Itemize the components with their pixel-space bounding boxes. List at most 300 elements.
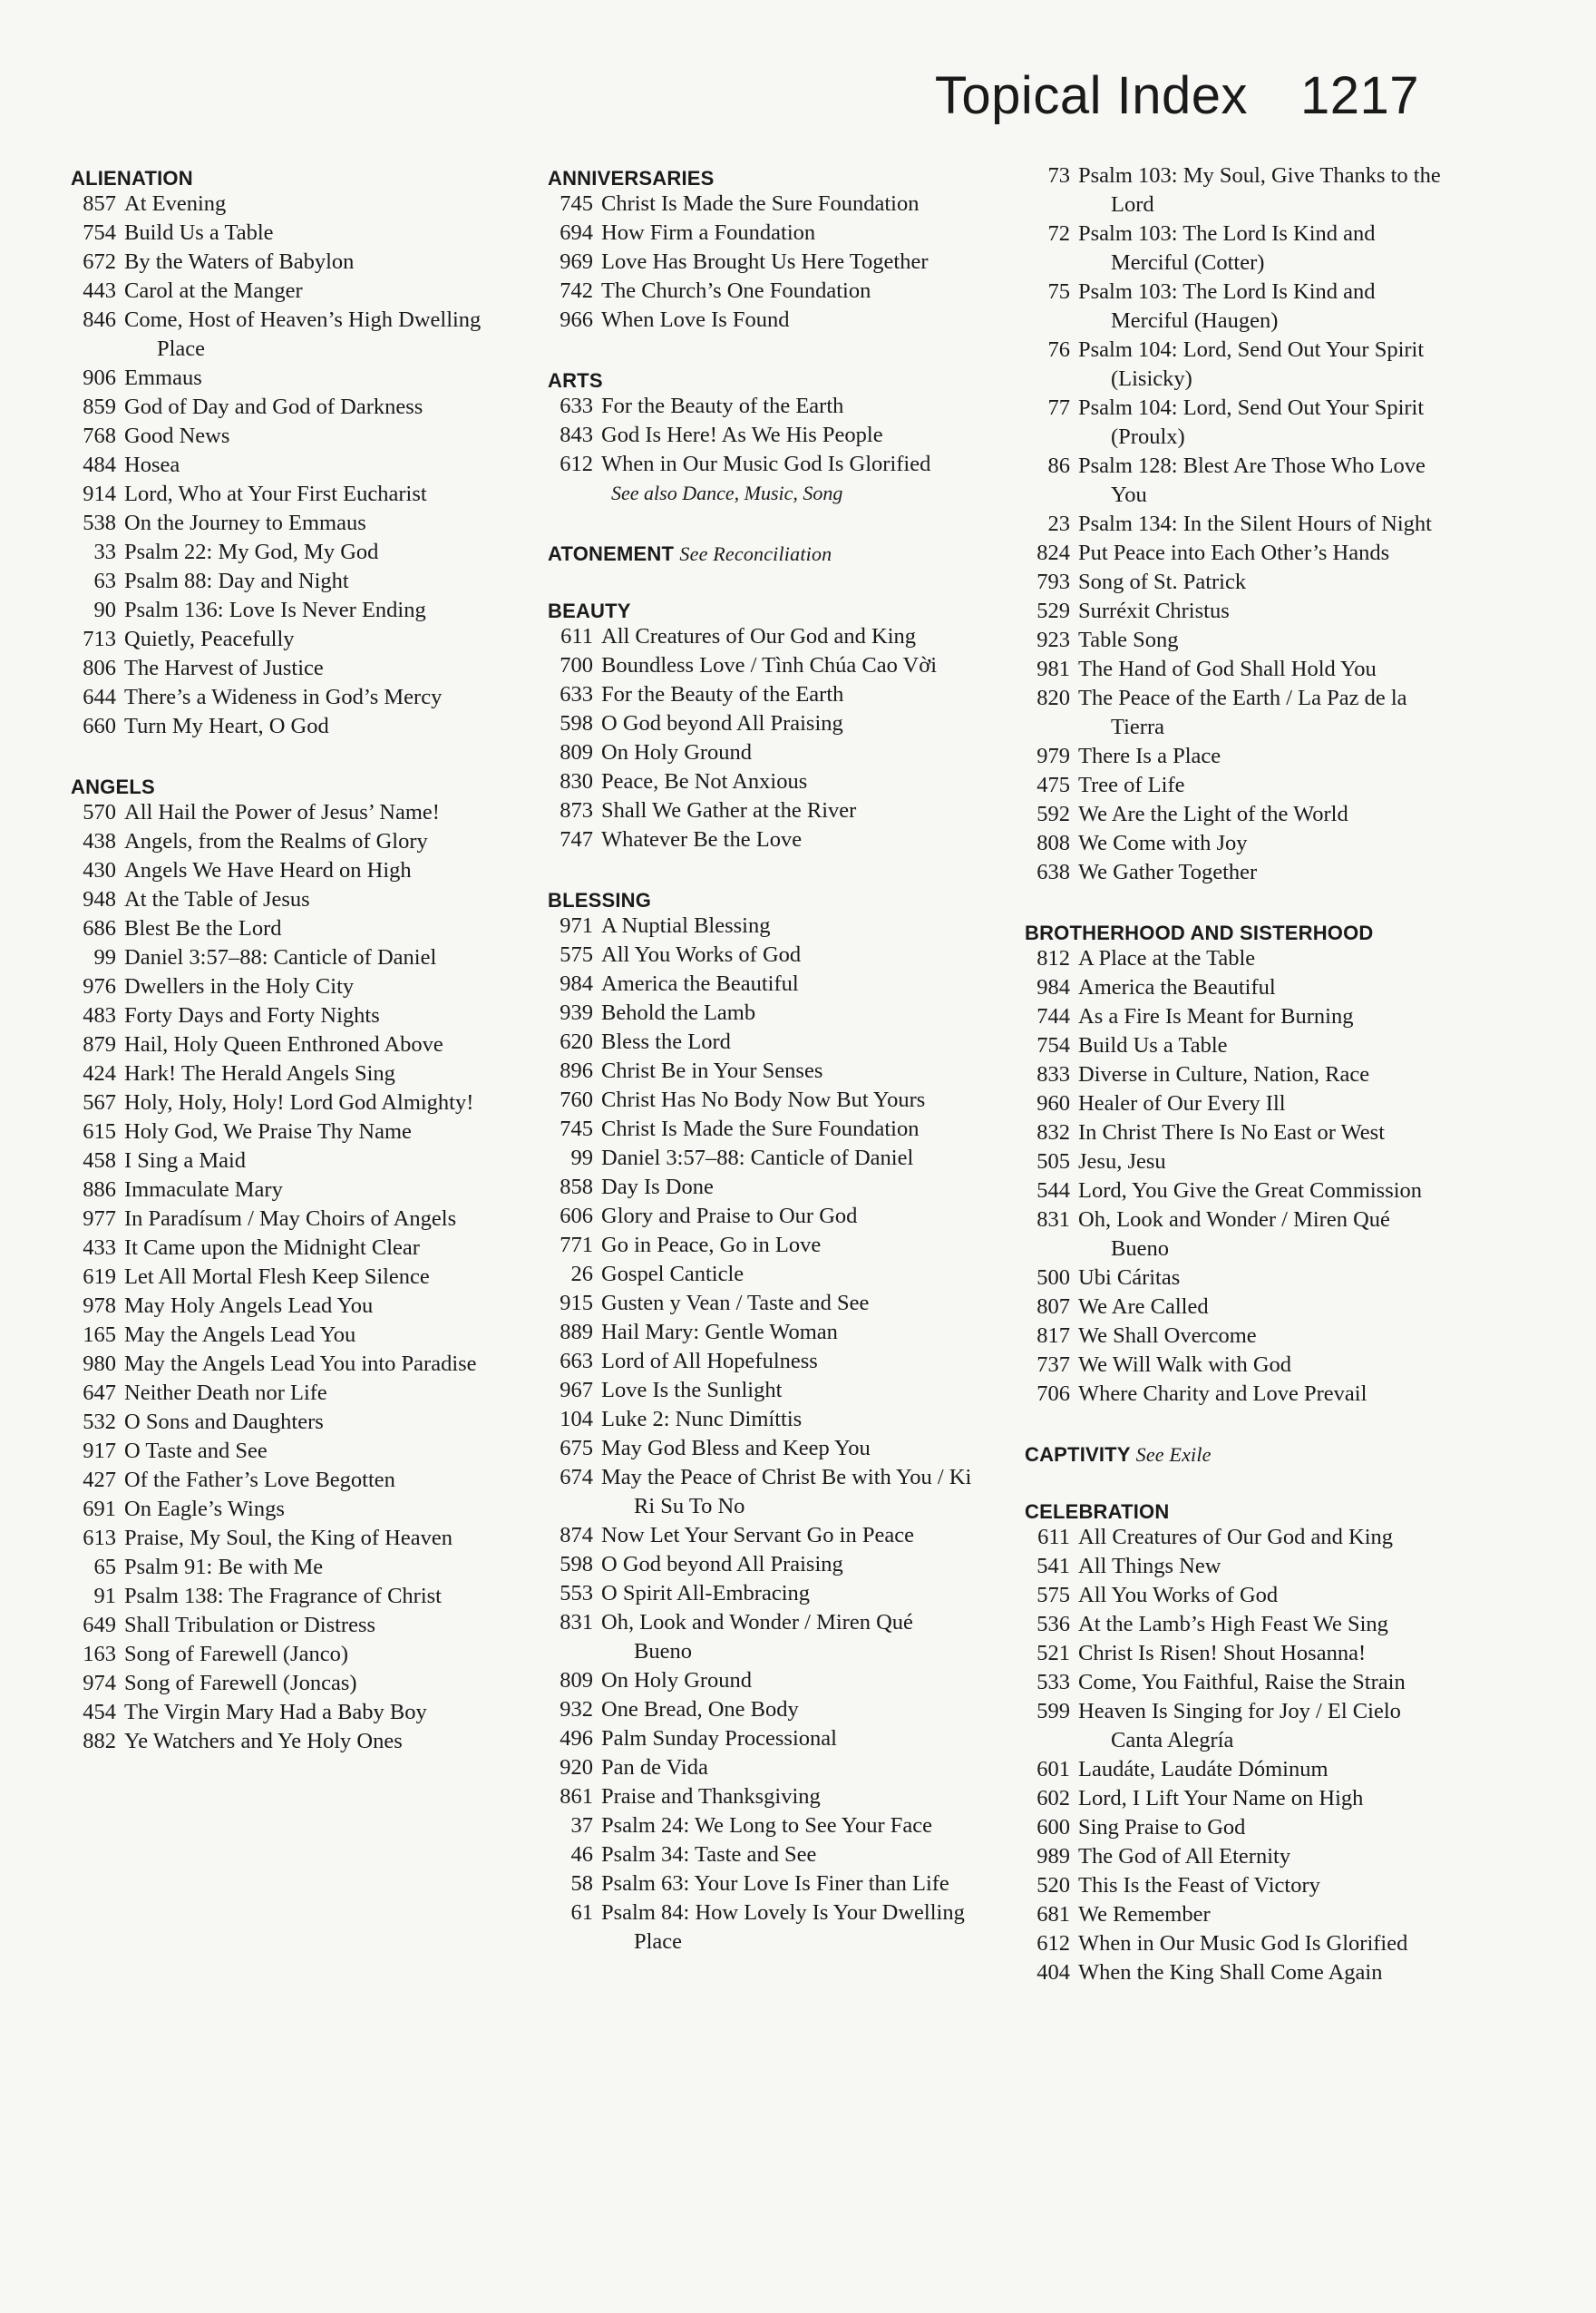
section-heading — [1025, 1438, 1442, 1466]
hymn-title: Whatever Be the Love — [601, 827, 803, 852]
hymn-title: Love Has Brought Us Here Together — [601, 249, 929, 274]
hymn-number: 484 — [83, 453, 116, 477]
hymn-number: 163 — [83, 1642, 116, 1666]
hymn-title: Dwellers in the Holy City — [124, 974, 355, 999]
hymn-number: 73 — [1047, 163, 1070, 188]
hymn-title: A Nuptial Blessing — [601, 913, 771, 938]
index-entry — [548, 1550, 972, 1579]
hymn-number: 966 — [560, 307, 593, 332]
page-header — [935, 65, 1419, 126]
index-entry — [1025, 1755, 1442, 1784]
index-entry — [71, 856, 490, 885]
hymn-title: Good News — [124, 424, 230, 448]
hymn-title: Lord, I Lift Your Name on High — [1078, 1786, 1364, 1810]
hymn-title: For the Beauty of the Earth — [601, 394, 844, 418]
index-entry — [71, 972, 490, 1001]
hymn-number: 575 — [560, 942, 593, 967]
index-entry — [1025, 1089, 1442, 1118]
index-entry — [548, 1202, 972, 1231]
hymn-title: May the Angels Lead You into Paradise — [124, 1352, 477, 1376]
hymn-number: 553 — [560, 1581, 593, 1605]
hymn-number: 76 — [1047, 337, 1070, 362]
hymn-number: 529 — [1036, 599, 1070, 623]
index-entry — [1025, 1293, 1442, 1322]
page-title: Topical Index — [934, 66, 1248, 125]
section-heading-text: ANGELS — [71, 776, 155, 798]
index-entry — [71, 364, 490, 393]
hymn-title: Praise and Thanksgiving — [601, 1784, 821, 1809]
hymn-title: Turn My Heart, O God — [124, 714, 329, 738]
index-column-3 — [1025, 161, 1442, 2016]
hymn-number: 37 — [570, 1813, 593, 1838]
hymn-title: How Firm a Foundation — [601, 220, 816, 245]
hymn-title: There Is a Place — [1078, 744, 1221, 768]
section-heading — [548, 364, 972, 392]
index-entry — [71, 1379, 490, 1408]
section-heading-text: CAPTIVITY — [1025, 1443, 1131, 1466]
index-entry — [548, 1260, 972, 1289]
index-entry — [71, 1408, 490, 1437]
hymn-title: We Gather Together — [1078, 860, 1258, 884]
hymn-title: We Shall Overcome — [1078, 1323, 1257, 1348]
hymn-number: 984 — [560, 971, 593, 996]
hymn-number: 977 — [83, 1206, 116, 1231]
section-heading-text: BEAUTY — [548, 600, 631, 622]
index-entry — [71, 596, 490, 625]
hymn-number: 967 — [560, 1378, 593, 1402]
hymn-title: Christ Be in Your Senses — [601, 1059, 823, 1083]
index-entry — [71, 885, 490, 914]
hymn-number: 681 — [1036, 1902, 1070, 1927]
see-also-note: See also Dance, Music, Song — [611, 482, 843, 504]
hymn-number: 874 — [560, 1523, 593, 1547]
hymn-number: 61 — [570, 1900, 593, 1925]
hymn-title: Psalm 24: We Long to See Your Face — [601, 1813, 933, 1838]
index-entry — [548, 970, 972, 999]
index-entry — [548, 1695, 972, 1724]
hymn-title: The Hand of God Shall Hold You — [1078, 657, 1377, 681]
hymn-number: 99 — [570, 1146, 593, 1170]
hymn-number: 675 — [560, 1436, 593, 1460]
hymn-title: When the King Shall Come Again — [1078, 1960, 1383, 1985]
hymn-number: 978 — [83, 1293, 116, 1318]
hymn-title: Boundless Love / Tình Chúa Cao Vời — [601, 653, 938, 678]
index-entry — [548, 306, 972, 335]
hymn-title: Go in Peace, Go in Love — [601, 1233, 822, 1257]
hymn-number: 974 — [83, 1671, 116, 1695]
section-heading — [71, 161, 490, 190]
index-entry — [71, 1466, 490, 1495]
index-entry — [548, 1144, 972, 1173]
hymn-title: This Is the Feast of Victory — [1078, 1873, 1320, 1898]
hymn-title: Oh, Look and Wonder / Miren Qué Bueno — [601, 1610, 913, 1664]
hymn-number: 820 — [1036, 686, 1070, 710]
hymn-number: 920 — [560, 1755, 593, 1780]
index-entry — [1025, 1784, 1442, 1813]
hymn-number: 861 — [560, 1784, 593, 1809]
index-entry — [548, 1405, 972, 1434]
hymn-title: Glory and Praise to Our God — [601, 1204, 858, 1228]
hymn-number: 976 — [83, 974, 116, 999]
index-entry — [548, 219, 972, 248]
hymn-title: Psalm 103: The Lord Is Kind and Merciful (Cotter) — [1078, 221, 1376, 275]
index-entry — [1025, 1523, 1442, 1552]
index-entry — [71, 306, 490, 364]
hymn-title: Come, You Faithful, Raise the Strain — [1078, 1670, 1406, 1694]
hymn-title: On Holy Ground — [601, 740, 753, 765]
hymn-title: Psalm 63: Your Love Is Finer than Life — [601, 1871, 949, 1896]
hymn-title: When in Our Music God Is Glorified — [601, 452, 931, 476]
hymn-number: 615 — [83, 1119, 116, 1144]
index-entry — [71, 422, 490, 451]
hymn-title: When Love Is Found — [601, 307, 790, 332]
hymn-number: 644 — [83, 685, 116, 709]
index-entry — [1025, 568, 1442, 597]
hymn-number: 77 — [1047, 395, 1070, 420]
hymn-number: 567 — [83, 1090, 116, 1115]
hymn-title: Psalm 138: The Fragrance of Christ — [124, 1584, 442, 1608]
index-entry — [548, 622, 972, 651]
index-entry — [71, 509, 490, 538]
hymn-title: Diverse in Culture, Nation, Race — [1078, 1062, 1370, 1087]
hymn-title: At the Lamb’s High Feast We Sing — [1078, 1612, 1388, 1636]
index-entry — [1025, 1380, 1442, 1409]
hymn-number: 858 — [560, 1175, 593, 1199]
hymn-number: 575 — [1036, 1583, 1070, 1607]
index-entry — [71, 1640, 490, 1669]
hymn-title: Jesu, Jesu — [1078, 1149, 1166, 1174]
index-entry — [71, 1669, 490, 1698]
index-entry — [548, 248, 972, 277]
hymn-title: Put Peace into Each Other’s Hands — [1078, 541, 1390, 565]
index-entry — [71, 393, 490, 422]
index-entry — [548, 1231, 972, 1260]
index-entry — [71, 1611, 490, 1640]
hymn-number: 570 — [83, 800, 116, 825]
hymn-title: Holy, Holy, Holy! Lord God Almighty! — [124, 1090, 474, 1115]
index-entry — [548, 392, 972, 421]
hymn-title: On the Journey to Emmaus — [124, 511, 366, 535]
hymn-number: 72 — [1047, 221, 1070, 246]
page-number: 1217 — [1299, 66, 1419, 125]
index-entry — [71, 1059, 490, 1088]
hymn-number: 812 — [1036, 946, 1070, 971]
hymn-number: 754 — [1036, 1033, 1070, 1058]
index-section-brotherhood-and-sisterhood — [1025, 916, 1442, 1409]
hymn-title: On Holy Ground — [601, 1668, 753, 1693]
hymn-number: 960 — [1036, 1091, 1070, 1116]
hymn-number: 165 — [83, 1322, 116, 1347]
hymn-title: We Are the Light of the World — [1078, 802, 1348, 826]
hymn-title: Ye Watchers and Ye Holy Ones — [124, 1729, 403, 1753]
index-entry — [1025, 1842, 1442, 1871]
index-entry — [548, 999, 972, 1028]
hymn-number: 541 — [1036, 1554, 1070, 1578]
hymn-number: 807 — [1036, 1294, 1070, 1319]
index-entry — [1025, 1639, 1442, 1668]
index-entry — [548, 1666, 972, 1695]
hymn-number: 737 — [1036, 1352, 1070, 1377]
index-entry — [71, 480, 490, 509]
hymn-number: 533 — [1036, 1670, 1070, 1694]
index-entry — [1025, 771, 1442, 800]
hymn-title: Psalm 128: Blest Are Those Who Love You — [1078, 454, 1426, 507]
index-section-beauty — [548, 594, 972, 854]
hymn-title: In Christ There Is No East or West — [1078, 1120, 1386, 1145]
index-section-atonement — [548, 537, 972, 565]
hymn-number: 809 — [560, 1668, 593, 1693]
hymn-number: 63 — [93, 569, 116, 593]
hymn-number: 923 — [1036, 628, 1070, 652]
section-heading — [1025, 916, 1442, 944]
hymn-number: 808 — [1036, 831, 1070, 855]
hymn-title: Oh, Look and Wonder / Miren Qué Bueno — [1078, 1207, 1390, 1261]
hymn-number: 23 — [1047, 512, 1070, 536]
index-entry — [71, 1524, 490, 1553]
hymn-title: The Church’s One Foundation — [601, 278, 871, 303]
index-entry — [71, 654, 490, 683]
hymn-title: All You Works of God — [601, 942, 802, 967]
index-entry — [548, 912, 972, 941]
hymn-title: By the Waters of Babylon — [124, 249, 355, 274]
hymn-number: 830 — [560, 769, 593, 794]
hymn-title: There’s a Wideness in God’s Mercy — [124, 685, 443, 709]
index-entry — [548, 651, 972, 680]
hymn-number: 981 — [1036, 657, 1070, 681]
index-entry — [548, 450, 972, 479]
index-entry — [548, 709, 972, 738]
hymn-title: Gospel Canticle — [601, 1262, 744, 1286]
index-entry — [1025, 1031, 1442, 1060]
hymn-number: 879 — [83, 1032, 116, 1057]
hymn-number: 672 — [83, 249, 116, 274]
hymn-number: 538 — [83, 511, 116, 535]
hymn-number: 612 — [560, 452, 593, 476]
index-entry — [548, 767, 972, 796]
hymn-title: Song of Farewell (Janco) — [124, 1642, 348, 1666]
hymn-title: All You Works of God — [1078, 1583, 1279, 1607]
hymn-number: 99 — [93, 945, 116, 970]
hymn-title: O God beyond All Praising — [601, 711, 843, 736]
section-heading-text: CELEBRATION — [1025, 1500, 1170, 1523]
index-column-1 — [71, 161, 490, 1785]
index-entry — [548, 1318, 972, 1347]
index-entry — [71, 798, 490, 827]
index-entry — [548, 1869, 972, 1898]
hymn-title: The Virgin Mary Had a Baby Boy — [124, 1700, 427, 1724]
index-section-anniversaries — [548, 161, 972, 335]
hymn-title: Christ Is Risen! Shout Hosanna! — [1078, 1641, 1367, 1665]
hymn-number: 598 — [560, 1552, 593, 1576]
hymn-title: Psalm 91: Be with Me — [124, 1555, 324, 1579]
index-entry — [1025, 973, 1442, 1002]
hymn-title: A Place at the Table — [1078, 946, 1256, 971]
index-entry — [1025, 1002, 1442, 1031]
hymn-title: Laudáte, Laudáte Dóminum — [1078, 1757, 1328, 1781]
hymn-title: May the Peace of Christ Be with You / Ki Ri Su To No — [601, 1465, 972, 1518]
hymn-title: O Taste and See — [124, 1439, 268, 1463]
hymn-number: 694 — [560, 220, 593, 245]
hymn-number: 46 — [570, 1842, 593, 1867]
index-entry — [71, 1553, 490, 1582]
section-heading-text: ANNIVERSARIES — [548, 167, 715, 190]
hymn-title: Lord, You Give the Great Commission — [1078, 1178, 1423, 1203]
hymn-number: 984 — [1036, 975, 1070, 1000]
index-entry — [548, 1579, 972, 1608]
hymn-number: 806 — [83, 656, 116, 680]
hymn-number: 857 — [83, 191, 116, 216]
hymn-title: May God Bless and Keep You — [601, 1436, 871, 1460]
hymn-number: 544 — [1036, 1178, 1070, 1203]
hymn-number: 611 — [1037, 1525, 1070, 1549]
hymn-number: 601 — [1036, 1757, 1070, 1781]
hymn-number: 458 — [83, 1148, 116, 1173]
hymn-number: 90 — [93, 598, 116, 622]
hymn-number: 532 — [83, 1410, 116, 1434]
index-entry — [1025, 1871, 1442, 1900]
hymn-number: 793 — [1036, 570, 1070, 594]
hymn-title: We Come with Joy — [1078, 831, 1248, 855]
section-heading — [548, 161, 972, 190]
hymn-title: Daniel 3:57–88: Canticle of Daniel — [601, 1146, 914, 1170]
hymn-number: 686 — [83, 916, 116, 941]
index-entry — [1025, 336, 1442, 394]
hymn-number: 971 — [560, 913, 593, 938]
hymn-number: 663 — [560, 1349, 593, 1373]
hymn-title: Table Song — [1078, 628, 1179, 652]
index-entry — [71, 538, 490, 567]
hymn-number: 691 — [83, 1497, 116, 1521]
hymn-title: We Will Walk with God — [1078, 1352, 1292, 1377]
hymn-number: 75 — [1047, 279, 1070, 304]
hymn-title: Peace, Be Not Anxious — [601, 769, 808, 794]
hymn-title: Come, Host of Heaven’s High Dwelling Place — [124, 307, 482, 361]
hymn-number: 889 — [560, 1320, 593, 1344]
hymn-title: Lord of All Hopefulness — [601, 1349, 818, 1373]
index-entry — [548, 1289, 972, 1318]
index-entry — [548, 738, 972, 767]
index-entry — [1025, 1581, 1442, 1610]
hymn-number: 443 — [83, 278, 116, 303]
hymn-title: In Paradísum / May Choirs of Angels — [124, 1206, 457, 1231]
index-entry — [1025, 1060, 1442, 1089]
hymn-title: Hark! The Herald Angels Sing — [124, 1061, 395, 1086]
hymn-title: Ubi Cáritas — [1078, 1265, 1181, 1290]
hymn-title: God Is Here! As We His People — [601, 423, 883, 447]
hymn-number: 886 — [83, 1177, 116, 1202]
index-entry — [71, 1205, 490, 1234]
hymn-number: 914 — [83, 482, 116, 506]
hymn-title: God of Day and God of Darkness — [124, 395, 423, 419]
hymn-number: 633 — [560, 682, 593, 707]
index-entry — [1025, 944, 1442, 973]
hymn-title: Build Us a Table — [1078, 1033, 1228, 1058]
hymn-number: 948 — [83, 887, 116, 912]
hymn-number: 454 — [83, 1700, 116, 1724]
hymn-number: 65 — [93, 1555, 116, 1579]
hymn-number: 611 — [560, 624, 593, 649]
hymn-number: 754 — [83, 220, 116, 245]
index-entry — [71, 1727, 490, 1756]
hymn-title: Psalm 34: Taste and See — [601, 1842, 817, 1867]
section-heading-text: ARTS — [548, 369, 603, 392]
hymn-title: Psalm 88: Day and Night — [124, 569, 349, 593]
index-section-alienation — [71, 161, 490, 741]
hymn-number: 915 — [560, 1291, 593, 1315]
hymn-number: 649 — [83, 1613, 116, 1637]
hymn-number: 58 — [570, 1871, 593, 1896]
index-entry — [1025, 510, 1442, 539]
hymn-number: 438 — [83, 829, 116, 854]
index-entry — [548, 1753, 972, 1782]
index-entry — [71, 1147, 490, 1176]
hymn-number: 638 — [1036, 860, 1070, 884]
hymn-title: Gusten y Vean / Taste and See — [601, 1291, 870, 1315]
hymn-title: The God of All Eternity — [1078, 1844, 1291, 1869]
hymn-number: 660 — [83, 714, 116, 738]
hymn-title: Psalm 84: How Lovely Is Your Dwelling Place — [601, 1900, 965, 1954]
hymn-number: 520 — [1036, 1873, 1070, 1898]
index-entry — [548, 190, 972, 219]
hymn-title: When in Our Music God Is Glorified — [1078, 1931, 1408, 1956]
see-reference: See Reconciliation — [679, 542, 832, 565]
hymn-title: America the Beautiful — [1078, 975, 1276, 1000]
hymn-number: 771 — [560, 1233, 593, 1257]
hymn-number: 832 — [1036, 1120, 1070, 1145]
hymn-title: Let All Mortal Flesh Keep Silence — [124, 1264, 430, 1289]
hymn-title: Immaculate Mary — [124, 1177, 283, 1202]
hymn-title: Christ Is Made the Sure Foundation — [601, 1117, 920, 1141]
index-entry — [1025, 1351, 1442, 1380]
index-entry — [71, 451, 490, 480]
hymn-title: Build Us a Table — [124, 220, 274, 245]
hymn-title: I Sing a Maid — [124, 1148, 247, 1173]
hymn-title: At Evening — [124, 191, 227, 216]
hymn-title: Palm Sunday Processional — [601, 1726, 837, 1751]
index-section-angels — [71, 770, 490, 1756]
index-entry — [548, 1463, 972, 1521]
hymn-number: 917 — [83, 1439, 116, 1463]
hymn-number: 424 — [83, 1061, 116, 1086]
section-heading-text: ALIENATION — [71, 167, 193, 190]
hymn-title: Shall Tribulation or Distress — [124, 1613, 376, 1637]
index-entry — [1025, 1118, 1442, 1147]
index-entry — [1025, 655, 1442, 684]
hymn-number: 404 — [1036, 1960, 1070, 1985]
index-entry — [71, 683, 490, 712]
index-entry — [71, 827, 490, 856]
index-section-captivity — [1025, 1438, 1442, 1466]
hymn-title: Now Let Your Servant Go in Peace — [601, 1523, 914, 1547]
hymn-title: Psalm 103: My Soul, Give Thanks to the Lord — [1078, 163, 1441, 217]
index-column-2 — [548, 161, 972, 1986]
hymn-number: 989 — [1036, 1844, 1070, 1869]
index-entry — [1025, 1813, 1442, 1842]
hymn-title: All Creatures of Our God and King — [1078, 1525, 1394, 1549]
index-entry — [548, 1115, 972, 1144]
hymn-title: Emmaus — [124, 366, 202, 390]
index-entry — [548, 1521, 972, 1550]
hymn-number: 809 — [560, 740, 593, 765]
hymn-number: 706 — [1036, 1381, 1070, 1406]
index-entry — [548, 941, 972, 970]
index-entry — [71, 1698, 490, 1727]
hymn-title: Lord, Who at Your First Eucharist — [124, 482, 427, 506]
hymn-number: 979 — [1036, 744, 1070, 768]
hymn-title: We Are Called — [1078, 1294, 1209, 1319]
hymn-title: Forty Days and Forty Nights — [124, 1003, 380, 1028]
hymn-title: Healer of Our Every Ill — [1078, 1091, 1286, 1116]
